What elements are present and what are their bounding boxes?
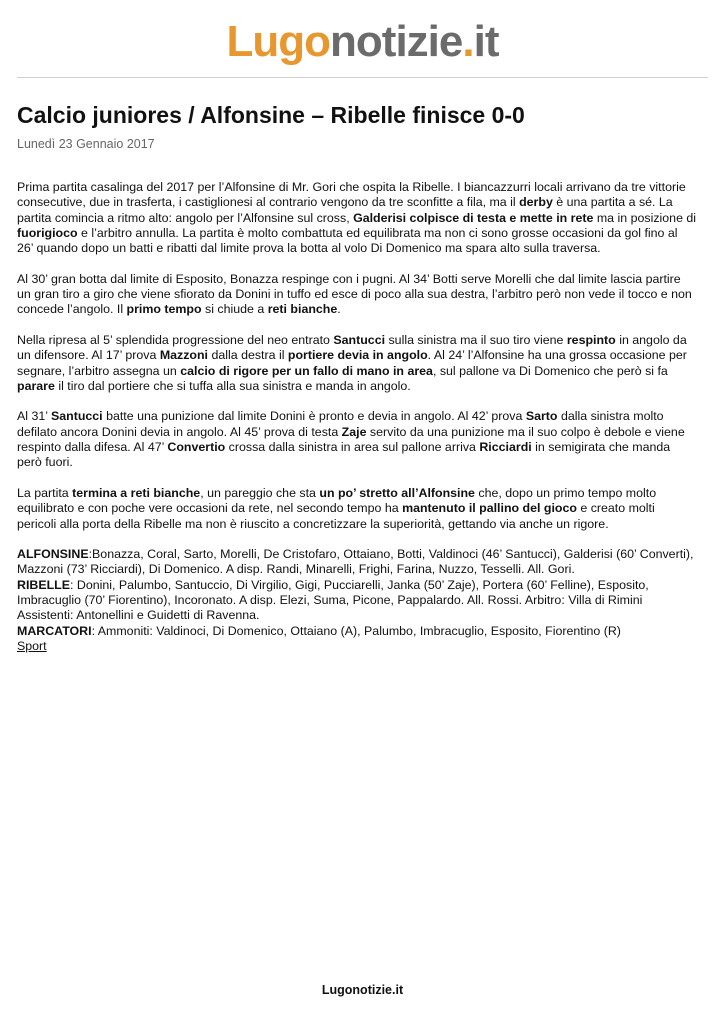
bold-text: termina a reti bianche: [72, 485, 201, 500]
bold-text: calcio di rigore per un fallo di mano in area: [180, 363, 433, 378]
bold-text: reti bianche: [267, 302, 338, 317]
text-segment: Prima partita casalinga del 2017 per l’Alfonsine di Mr. Gori che ospita la Ribelle. I biancazzurri locali arrivano da tre vittorie consecutive, due in trasferta, i castiglionesi al contrario vengono da tre sconfitte a fila, ma il: [17, 180, 686, 210]
article-title: Calcio juniores / Alfonsine – Ribelle finisce 0-0: [17, 102, 525, 128]
text-segment: Al 31’: [17, 409, 51, 424]
text-segment: è una partita a sé. La partita comincia a ritmo alto: angolo per l’Alfonsine sul cross,: [17, 195, 673, 225]
text-segment: . Al 24’ l’Alfonsine ha una grossa occasione per segnare, l’arbitro assegna un: [17, 348, 687, 378]
lineup-ribelle: [17, 578, 697, 624]
bold-text: Mazzoni: [159, 348, 208, 363]
text-segment: batte una punizione dal limite Donini è pronto e devia in angolo. Al 42’ prova: [102, 409, 526, 424]
bold-text: portiere devia in angolo: [287, 348, 428, 363]
article-paragraph-5: [17, 486, 697, 532]
team-label: RIBELLE: [17, 577, 71, 592]
text-segment: in semigirata che manda però fuori.: [17, 440, 671, 470]
text-segment: dalla sinistra molto defilato ancora Donini devia in angolo. Al 45’ prova di testa: [17, 409, 664, 439]
header-divider: [17, 77, 708, 78]
text-segment: crossa dalla sinistra in area sul pallone arriva: [225, 440, 480, 455]
text-segment: si chiude a: [201, 302, 268, 317]
lineup-alfonsine: [17, 547, 697, 578]
article-paragraph-3: [17, 333, 697, 394]
logo-part-lugo: Lugo: [226, 17, 331, 66]
bold-text: Santucci: [50, 409, 103, 424]
article-date: Lunedì 23 Gennaio 2017: [17, 137, 155, 151]
bold-text: Galderisi colpisce di testa e mette in rete: [353, 210, 594, 225]
article-paragraph-1: [17, 180, 697, 256]
text-segment: servito da una punizione ma il suo colpo è debole e viene respinto dalla difesa. Al 47’: [17, 424, 685, 455]
team-label: ALFONSINE: [17, 547, 89, 562]
bold-text: respinto: [566, 332, 616, 347]
article-paragraph-2: [17, 272, 697, 318]
text-segment: che, dopo un primo tempo molto equilibrato e con poche vere occasioni da rete, nel secondo tempo ha: [17, 485, 657, 516]
bold-text: un po’ stretto all’Alfonsine: [319, 485, 475, 500]
text-segment: e creato molti pericoli alla porta della Ribelle ma non è riuscito a concretizzare la superiorità, gettando via anche un rigore.: [17, 501, 655, 531]
category-link-sport[interactable]: Sport: [17, 638, 47, 653]
text-segment: La partita: [17, 485, 73, 500]
lineup-text: :Bonazza, Coral, Sarto, Morelli, De Cristofaro, Ottaiano, Botti, Valdinoci (46’ Santucci), Galderisi (60’ Converti), Mazzoni (73’ Ricciardi), Di Domenico. A disp. Randi, Minarelli, Frighi, Farina, Nuzzo, Tesselli. All. Gori.: [17, 547, 694, 577]
text-segment: , un pareggio che sta: [200, 485, 320, 500]
text-segment: .: [337, 302, 341, 317]
bold-text: fuorigioco: [17, 225, 78, 240]
bold-text: mantenuto il pallino del gioco: [402, 501, 577, 516]
text-segment: Nella ripresa al 5’ splendida progressione del neo entrato: [17, 332, 334, 347]
marcatori-line: [17, 624, 697, 639]
bold-text: parare: [17, 378, 55, 393]
bold-text: Ricciardi: [479, 440, 532, 455]
text-segment: Al 30’ gran botta dal limite di Esposito, Bonazza respinge con i pugni. Al 34’ Botti serve Morelli che dal limite lascia partire un gran tiro a giro che viene sfiorato da Donini in tuffo ed esce di poco alla sua destra, l’arbitro però non vede il tocco e non concede l’angolo. Il: [17, 271, 692, 317]
bold-text: Santucci: [333, 332, 386, 347]
text-segment: ma in posizione di: [593, 210, 697, 225]
text-segment: dalla destra il: [208, 348, 288, 363]
bold-text: Convertio: [167, 440, 226, 455]
bold-text: Sarto: [525, 409, 558, 424]
bold-text: Zaje: [341, 424, 367, 439]
lineup-text: : Donini, Palumbo, Santuccio, Di Virgilio, Gigi, Pucciarelli, Janka (50’ Zaje), Portera (60’ Felline), Esposito, Imbracuglio (70’ Fiorentino), Incoronato. A disp. Elezi, Suma, Picone, Pappalardo. All. Rossi. Arbitro: Villa di Rimini Assistenti: Antonellini e Guidetti di Ravenna.: [17, 577, 649, 623]
text-segment: e l’arbitro annulla. La partita è molto combattuta ed equilibrata ma non ci sono grosse occasioni da gol fino al 26’ quando dopo un batti e ribatti dal limite prova la botta al volo Di Domenico ma spara alto sulla traversa.: [17, 225, 678, 256]
site-logo[interactable]: [0, 14, 725, 70]
logo-part-dot: .: [462, 17, 474, 66]
text-segment: , sul pallone va Di Domenico che però si fa: [432, 363, 668, 378]
logo-part-notizie: notizie: [330, 17, 463, 66]
marcatori-label: MARCATORI: [17, 623, 92, 638]
text-segment: sulla sinistra ma il suo tiro viene: [385, 332, 567, 347]
text-segment: in angolo da un difensore. Al 17’ prova: [17, 332, 687, 363]
bold-text: derby: [519, 195, 553, 210]
bold-text: primo tempo: [126, 302, 202, 317]
logo-part-it: it: [473, 17, 499, 66]
text-segment: il tiro dal portiere che si tuffa alla sua sinistra e manda in angolo.: [54, 378, 411, 393]
article-paragraph-4: [17, 409, 697, 470]
marcatori-text: : Ammoniti: Valdinoci, Di Domenico, Ottaiano (A), Palumbo, Imbracuglio, Esposito, Fiorentino (R): [91, 623, 621, 638]
article-body: [17, 180, 697, 654]
footer-site-name: Lugonotizie.it: [321, 983, 404, 997]
category-line: [17, 639, 697, 654]
